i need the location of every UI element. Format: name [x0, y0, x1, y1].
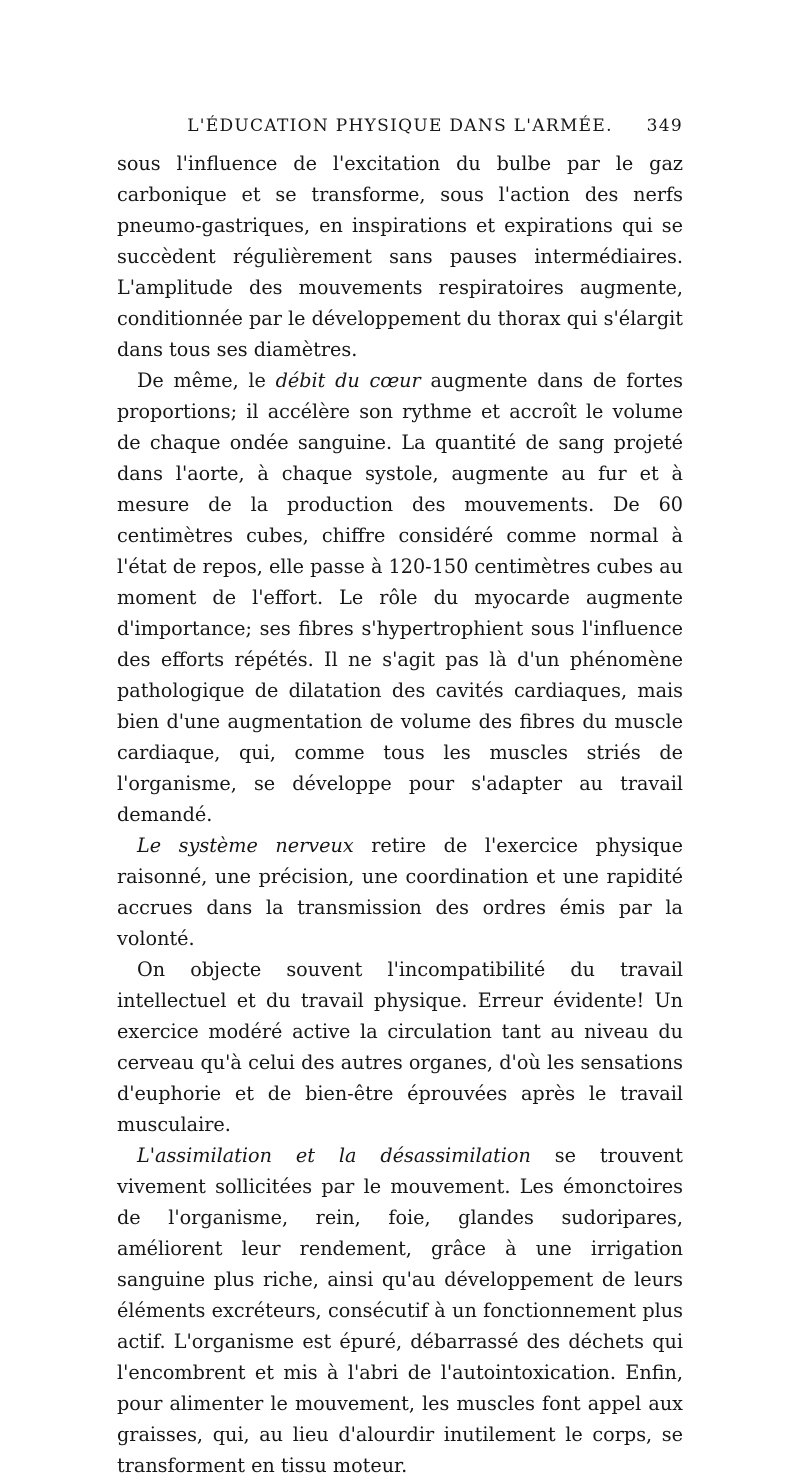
page-number: 349	[646, 116, 683, 136]
paragraph-text: augmente dans de fortes proportions; il accélère son rythme et accroît le volume de chaque ondée sanguine. La quantité de sang projeté dans l'aorte, à chaque systole, augmente au fur et à mesure de la production des mouvements. De 60 centimètres cubes, chiffre considéré comme normal à l'état de repos, elle passe à 120-150 centimètres cubes au moment de l'effort. Le rôle du myocarde augmente d'importance; ses fibres s'hypertrophient sous l'influence des efforts répétés. Il ne s'agit pas là d'un phénomène pathologique de dilatation des cavités cardiaques, mais bien d'une augmentation de volume des fibres du muscle cardiaque, qui, comme tous les muscles striés de l'organisme, se développe pour s'adapter au travail demandé.	[117, 369, 683, 826]
paragraph-respiration	[117, 148, 683, 365]
running-head	[117, 116, 683, 144]
emphasized-term: L'assimilation et la désassimilation	[137, 1144, 531, 1167]
paragraph-text: retire de l'exercice physique raisonné, une précision, une coordination et une rapidité accrues dans la transmission des ordres émis par la volonté.	[117, 834, 683, 950]
paragraph-text: sous l'influence de l'excitation du bulbe par le gaz carbonique et se transforme, sous l'action des nerfs pneumo-gastriques, en inspirations et expirations qui se succèdent régulièrement sans pauses intermédiaires. L'amplitude des mouvements respiratoires augmente, conditionnée par le développement du thorax qui s'élargit dans tous ses diamètres.	[117, 152, 683, 361]
paragraph-text: On objecte souvent l'incompatibilité du travail intellectuel et du travail physique. Erreur évidente! Un exercice modéré active la circulation tant au niveau du cerveau qu'à celui des autres organes, d'où les sensations d'euphorie et de bien-être éprouvées après le travail musculaire.	[117, 958, 683, 1136]
paragraph-nervous-system	[117, 830, 683, 954]
paragraph-text: se trouvent vivement sollicitées par le mouvement. Les émonctoires de l'organisme, rein, foie, glandes sudoripares, améliorent leur rendement, grâce à une irrigation sanguine plus riche, ainsi qu'au développement de leurs éléments excréteurs, consécutif à un fonctionnement plus actif. L'organisme est épuré, débarrassé des déchets qui l'encombrent et mis à l'abri de l'autointoxication. Enfin, pour alimenter le mouvement, les muscles font appel aux graisses, qui, au lieu d'alourdir inutilement le corps, se transforment en tissu moteur.	[117, 1144, 683, 1477]
body-text	[117, 148, 683, 1481]
paragraph-intellectual-work	[117, 954, 683, 1140]
paragraph-assimilation	[117, 1140, 683, 1481]
paragraph-heart-output	[117, 365, 683, 830]
paragraph-lead: De même, le	[137, 369, 276, 392]
emphasized-term: débit du cœur	[275, 369, 421, 392]
emphasized-term: Le système nerveux	[137, 834, 354, 857]
running-title: L'ÉDUCATION PHYSIQUE DANS L'ARMÉE.	[187, 116, 613, 136]
